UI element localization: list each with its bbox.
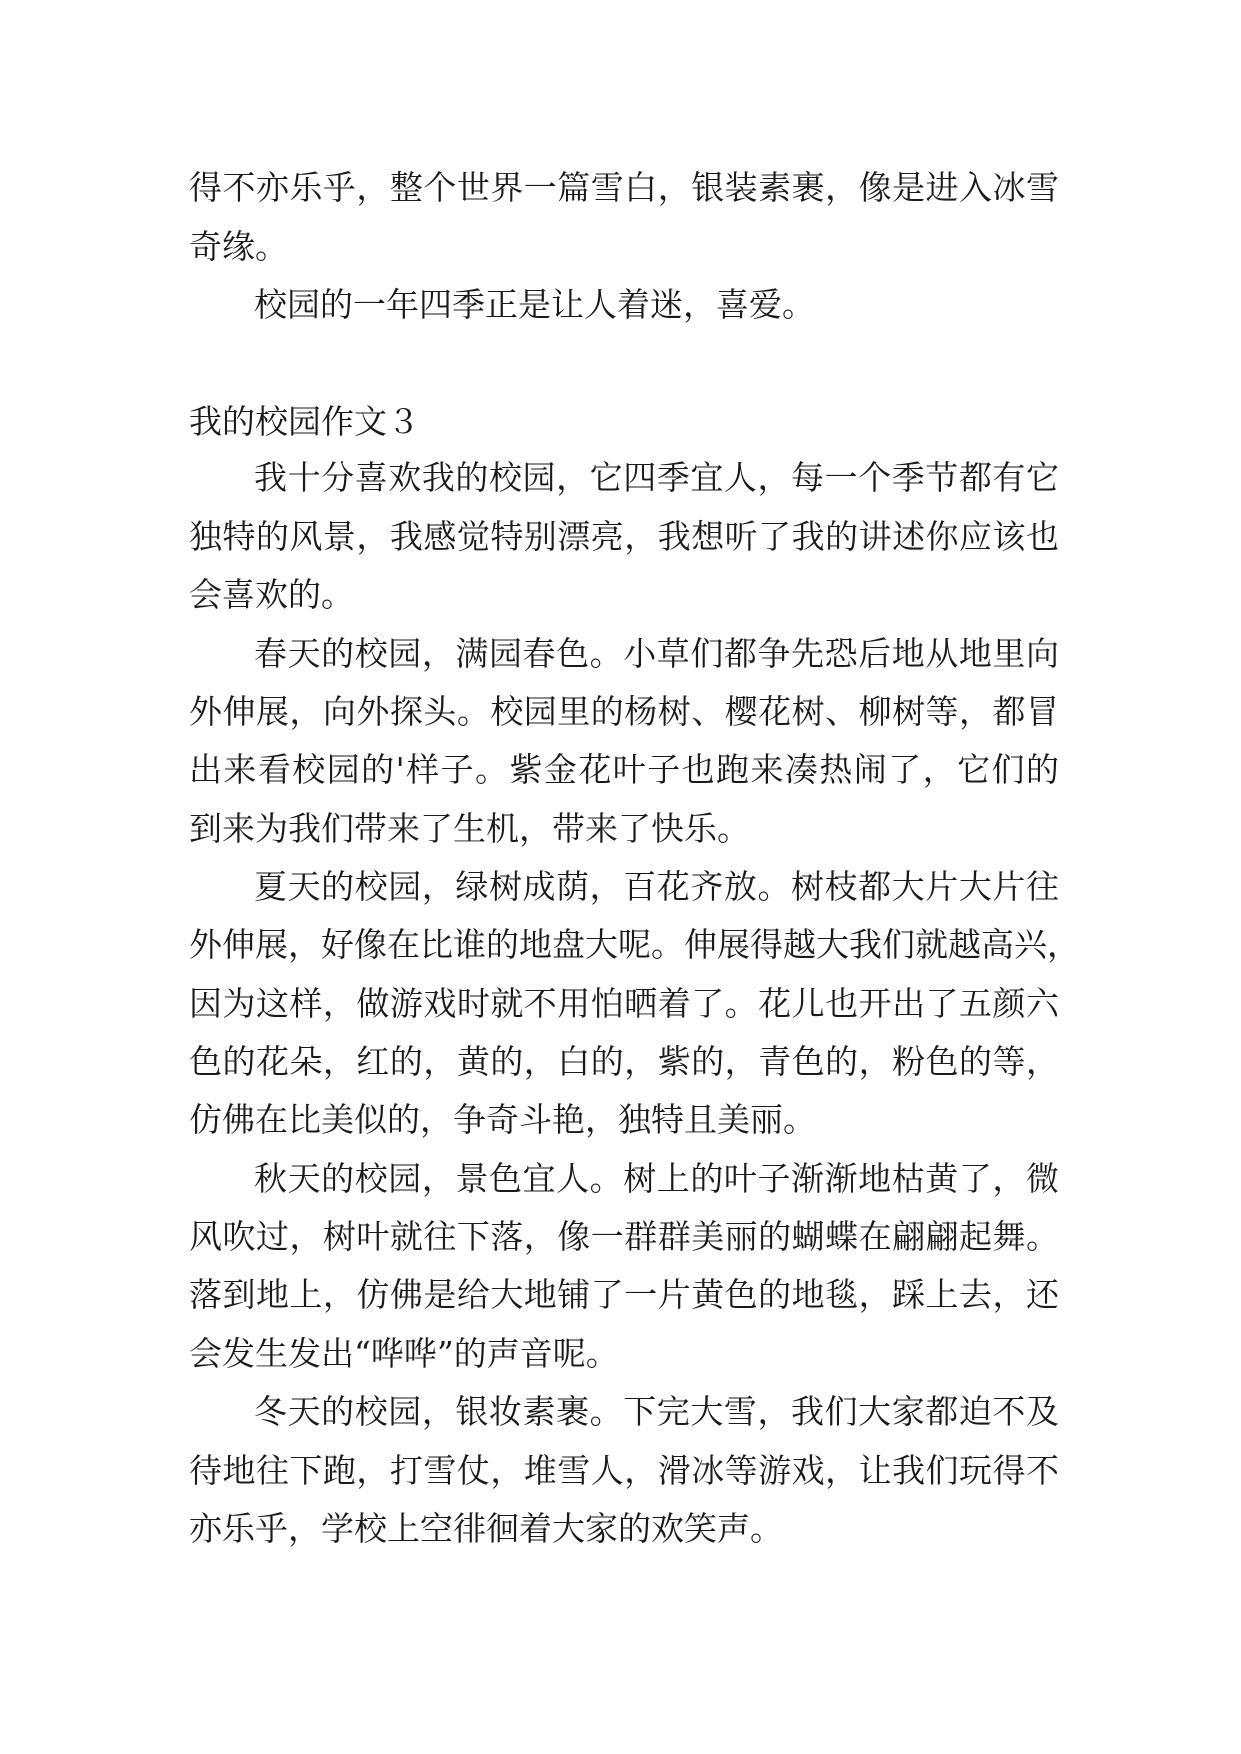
- text-line: 夏天的校园，绿树成荫，百花齐放。树枝都大片大片往: [254, 867, 1059, 906]
- text-line: 外伸展，好像在比谁的地盘大呢。伸展得越大我们就越高兴，: [189, 925, 1080, 964]
- text-line: 落到地上，仿佛是给大地铺了一片黄色的地毯，踩上去，还: [189, 1275, 1059, 1314]
- text-line: 出来看校园的'样子。紫金花叶子也跑来凑热闹了，它们的: [189, 750, 1059, 789]
- text-line: 亦乐乎，学校上空徘徊着大家的欢笑声。: [189, 1509, 783, 1548]
- text-line: 色的花朵，红的，黄的，白的，紫的，青色的，粉色的等，: [189, 1042, 1059, 1081]
- text-line: 独特的风景，我感觉特别漂亮，我想听了我的讲述你应该也: [189, 517, 1059, 556]
- text-line: 得不亦乐乎，整个世界一篇雪白，银装素裹，像是进入冰雪: [189, 168, 1059, 207]
- text-line: 我十分喜欢我的校园，它四季宜人，每一个季节都有它: [254, 458, 1059, 497]
- text-line: 仿佛在比美似的，争奇斗艳，独特且美丽。: [189, 1100, 816, 1139]
- text-line: 外伸展，向外探头。校园里的杨树、樱花树、柳树等，都冒: [189, 692, 1059, 731]
- text-line: 待地往下跑，打雪仗，堆雪人，滑冰等游戏，让我们玩得不: [189, 1451, 1059, 1490]
- text-line: 春天的校园，满园春色。小草们都争先恐后地从地里向: [254, 634, 1059, 673]
- text-line: 奇缘。: [189, 227, 288, 266]
- text-line: 会发生发出“哗哗”的声音呢。: [189, 1334, 619, 1373]
- text-line: 冬天的校园，银妆素裹。下完大雪，我们大家都迫不及: [254, 1392, 1059, 1431]
- text-line: 秋天的校园，景色宜人。树上的叶子渐渐地枯黄了，微: [254, 1159, 1059, 1198]
- section-heading: 我的校园作文３: [189, 402, 420, 441]
- text-line: 会喜欢的。: [189, 575, 354, 614]
- text-line: 校园的一年四季正是让人着迷，喜爱。: [254, 285, 815, 324]
- text-line: 风吹过，树叶就往下落，像一群群美丽的蝴蝶在翩翩起舞。: [189, 1217, 1059, 1256]
- text-line: 因为这样，做游戏时就不用怕晒着了。花儿也开出了五颜六: [189, 984, 1059, 1023]
- text-line: 到来为我们带来了生机，带来了快乐。: [189, 809, 750, 848]
